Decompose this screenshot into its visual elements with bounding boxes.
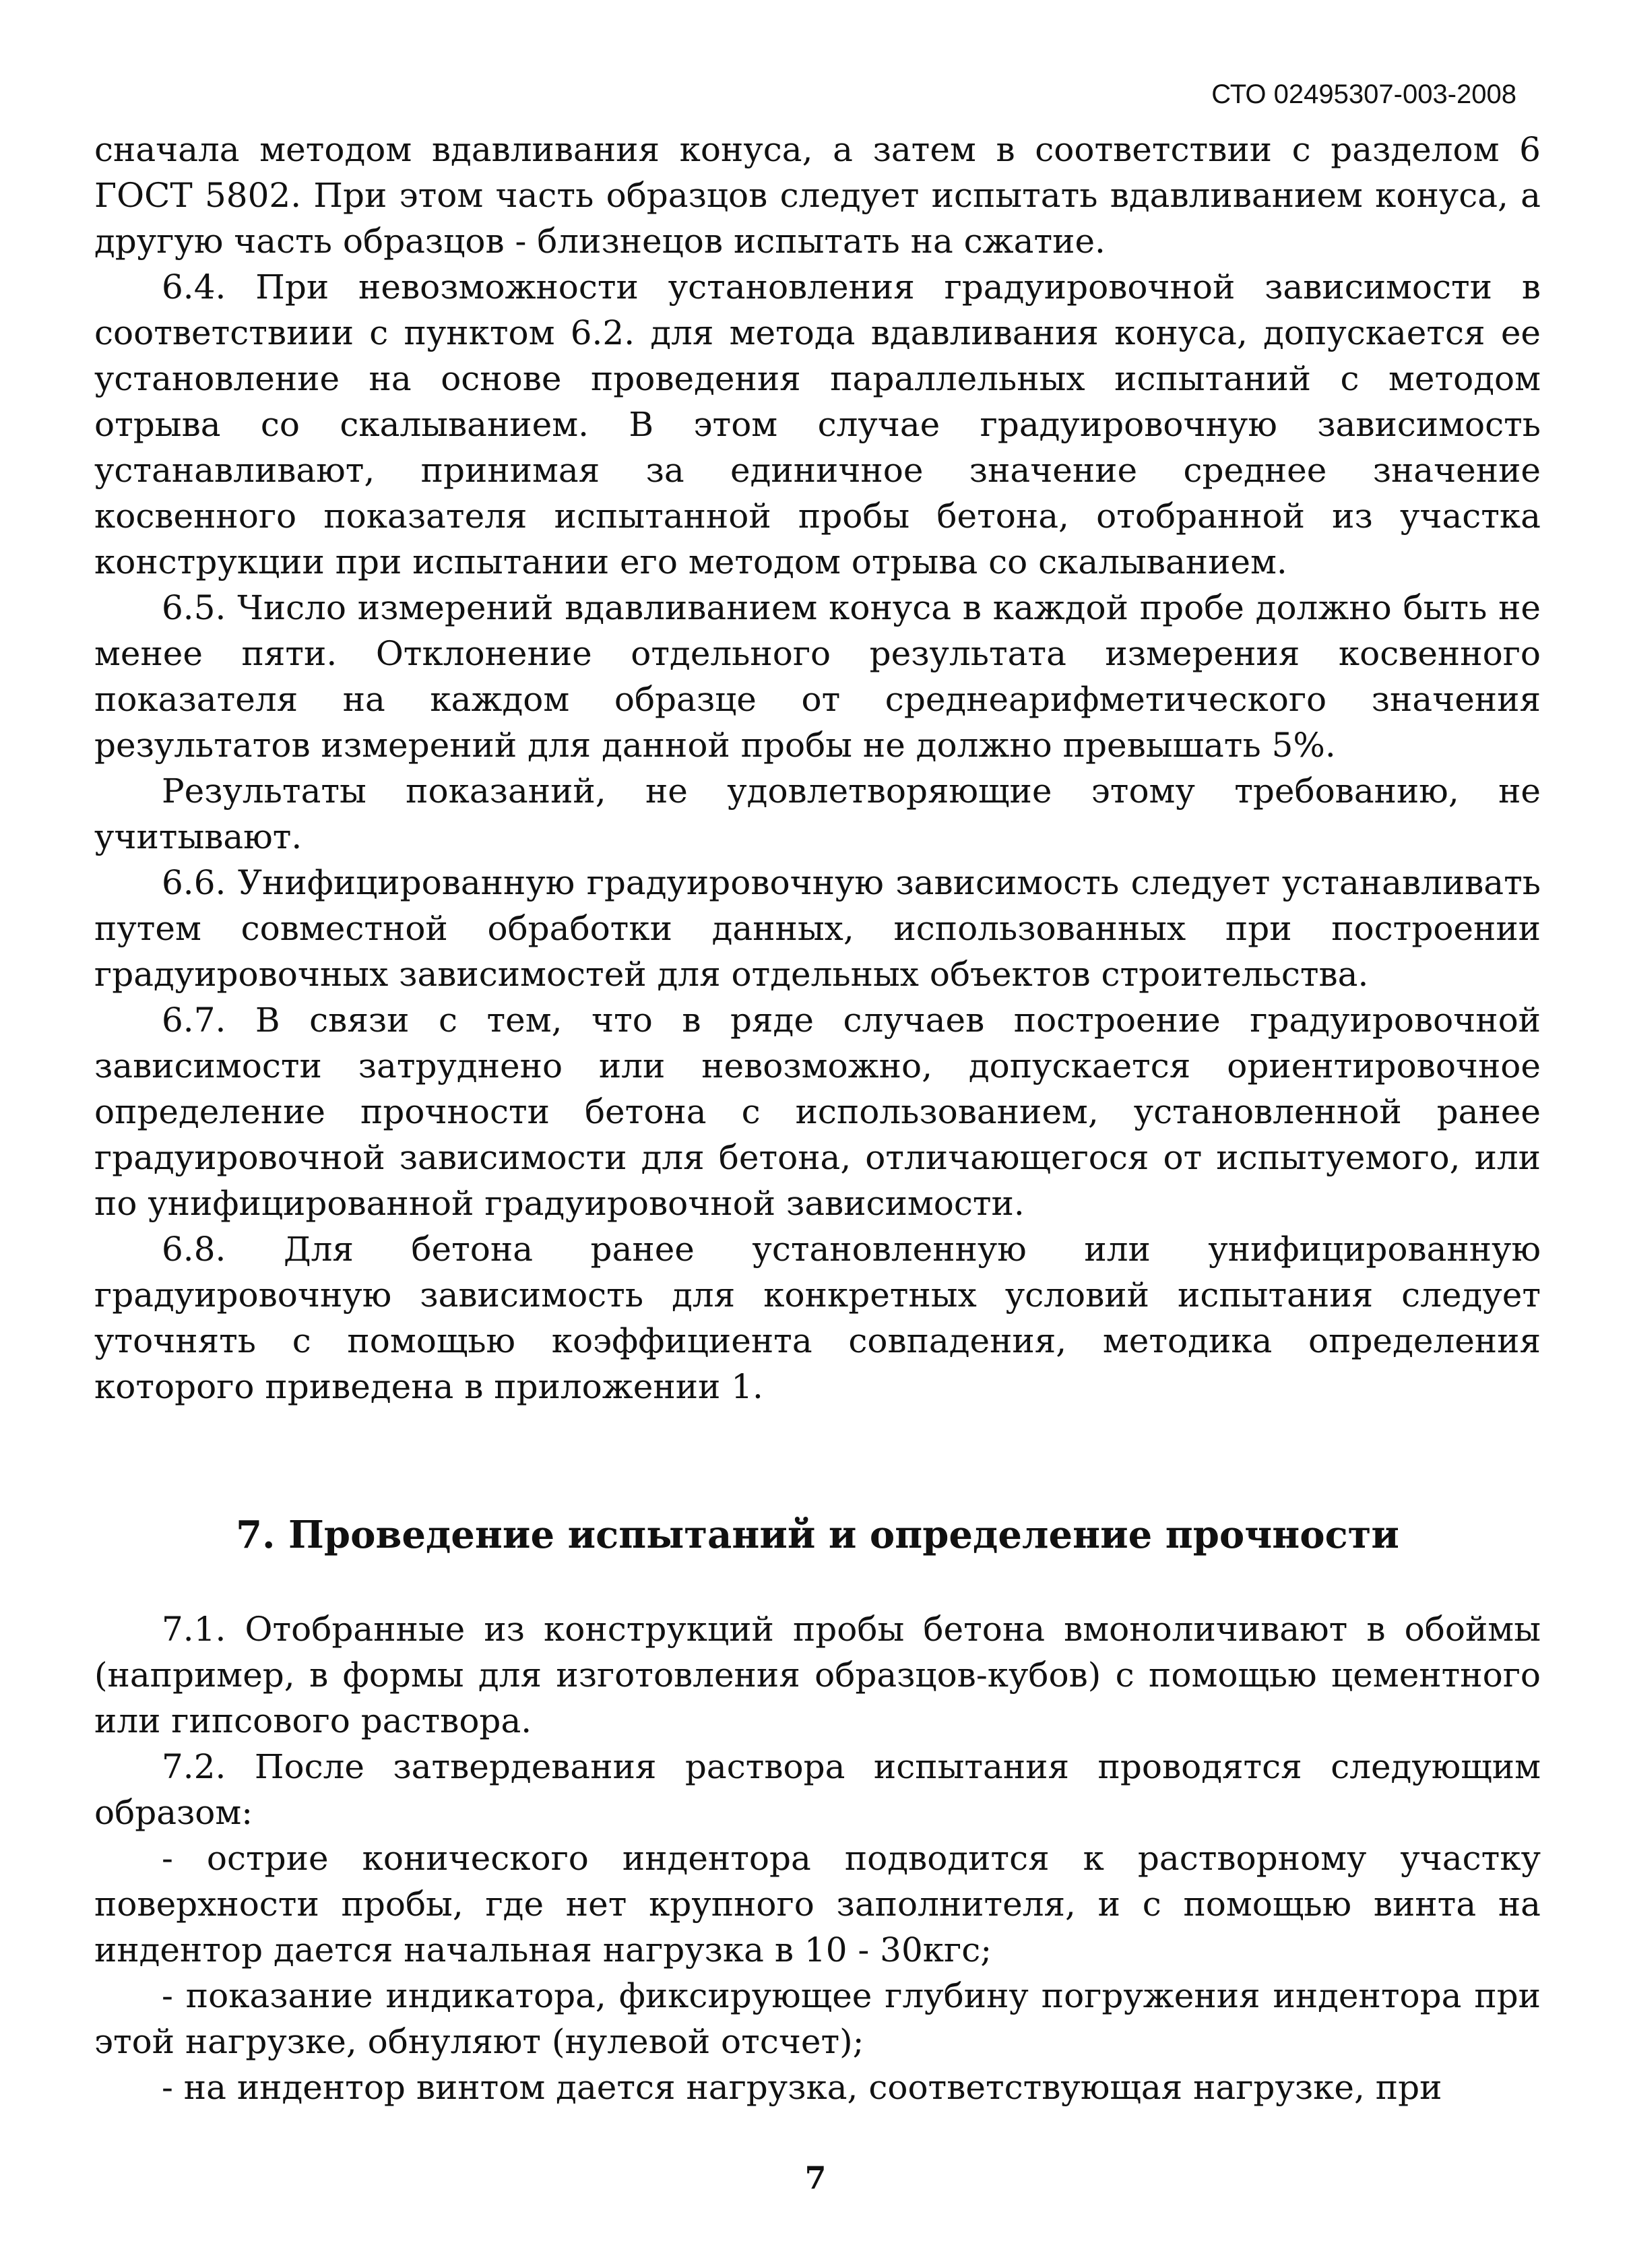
paragraph-results-note: Результаты показаний, не удовлетворяющие этому требованию, не учитывают. (94, 771, 1541, 856)
list-item: - на индентор винтом дается нагрузка, соответствующая нагрузке, при (162, 2068, 1442, 2107)
list-item: - острие конического индентора подводится к растворному участку поверхности пробы, где нет крупного заполнителя, и с помощью винта на индентор дается начальная нагрузка в 10 - 30кгс; (94, 1839, 1541, 1970)
paragraph-continuation: сначала методом вдавливания конуса, а затем в соответствии с разделом 6 ГОСТ 5802. При этом часть образцов следует испытать вдавливанием конуса, а другую часть образцов - близнецов испытать на сжатие. (94, 130, 1541, 261)
paragraph-6-5: 6.5. Число измерений вдавливанием конуса в каждой пробе должно быть не менее пяти. Отклонение отдельного результата измерения косвенного показателя на каждом образце от среднеарифметического значения результатов измерений для данной пробы не должно превышать 5%. (94, 588, 1541, 765)
page-number: 7 (804, 2160, 827, 2196)
paragraph-7-2: 7.2. После затвердевания раствора испытания проводятся следующим образом: (94, 1747, 1541, 1832)
section-title: 7. Проведение испытаний и определение прочности (236, 1513, 1399, 1557)
document-code: СТО 02495307-003-2008 (1211, 80, 1516, 109)
paragraph-6-4: 6.4. При невозможности установления градуировочной зависимости в соответствиии с пунктом 6.2. для метода вдавливания конуса, допускается ее установление на основе проведения параллельных испытаний с методом отрыва со скалыванием. В этом случае градуировочную зависимость устанавливают, принимая за единичное значение среднее значение косвенного показателя испытанной пробы бетона, отобранной из участка конструкции при испытании его методом отрыва со скалыванием. (94, 267, 1541, 581)
list-item: - показание индикатора, фиксирующее глубину погружения индентора при этой нагрузке, обнуляют (нулевой отсчет); (94, 1976, 1541, 2061)
document-body (94, 127, 1541, 2110)
paragraph-6-6: 6.6. Унифицированную градуировочную зависимость следует устанавливать путем совместной обработки данных, использованных при построении градуировочных зависимостей для отдельных объектов строительства. (94, 863, 1541, 994)
paragraph-6-8: 6.8. Для бетона ранее установленную или унифицированную градуировочную зависимость для конкретных условий испытания следует уточнять с помощью коэффициента совпадения, методика определения которого приведена в приложении 1. (94, 1230, 1541, 1406)
paragraph-7-1: 7.1. Отобранные из конструкций пробы бетона вмоноличивают в обоймы (например, в формы для изготовления образцов-кубов) с помощью цементного или гипсового раствора. (94, 1610, 1541, 1740)
paragraph-6-7: 6.7. В связи с тем, что в ряде случаев построение градуировочной зависимости затруднено или невозможно, допускается ориентировочное определение прочности бетона с использованием, установленной ранее градуировочной зависимости для бетона, отличающегося от испытуемого, или по унифицированной градуировочной зависимости. (94, 1001, 1541, 1223)
